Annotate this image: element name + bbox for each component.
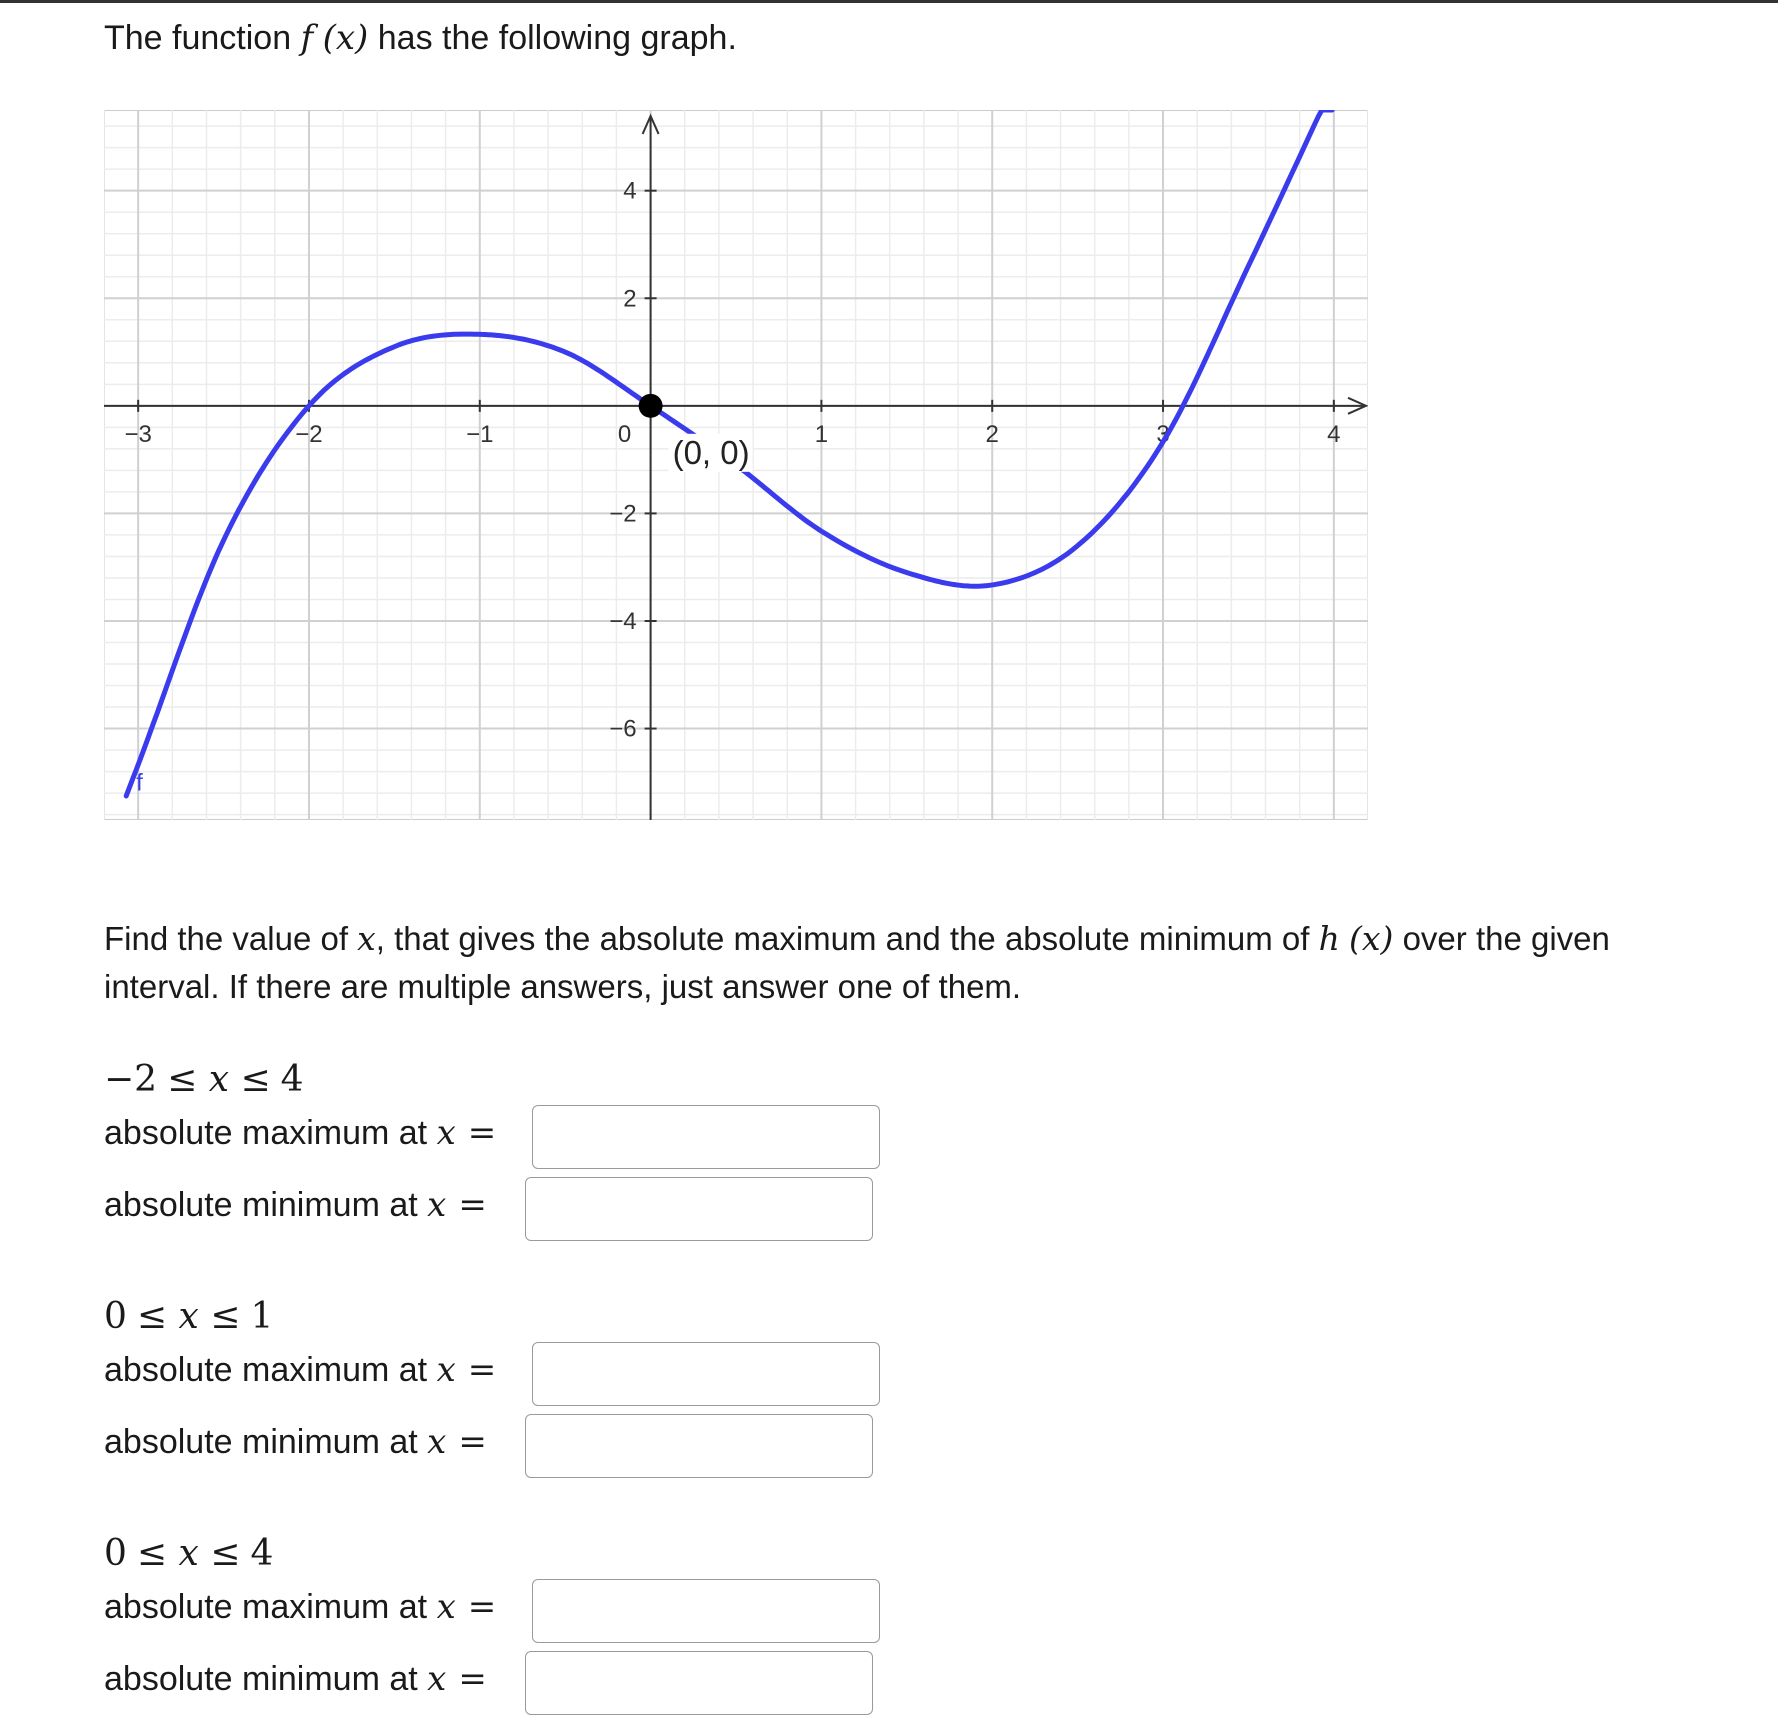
question-part1: Find the value of [104,920,358,957]
problem-prompt [104,18,737,58]
min-label [104,1422,487,1462]
interval-section-2 [104,1290,497,1486]
max-label-var: x [436,1350,456,1390]
interval-section-3 [104,1527,497,1723]
x-tick-label: 2 [985,420,999,448]
max-row [104,1105,497,1177]
max-row [104,1342,497,1414]
prompt-function-name: f [300,18,314,58]
min-label-eq: = [458,1185,487,1225]
absolute-min-input-3[interactable] [525,1651,873,1715]
max-label-text: absolute maximum at [104,1588,437,1626]
max-label-eq: = [467,1350,497,1390]
min-label-var: x [427,1422,447,1462]
highlight-point [639,394,663,418]
x-tick-label: −2 [295,420,323,448]
interval-relation: ≤ x ≤ [167,1059,271,1100]
min-row [104,1651,487,1723]
max-row [104,1579,497,1651]
y-tick-label: −6 [609,715,637,743]
max-label-var: x [436,1587,456,1627]
min-label-text: absolute minimum at [104,1660,428,1698]
function-label: f [136,769,143,797]
absolute-max-input-1[interactable] [532,1105,880,1169]
interval-relation: ≤ x ≤ [136,1533,241,1574]
question-part2: , that gives the absolute maximum and the absolute minimum of [375,920,1319,957]
x-tick-label: −3 [124,420,152,448]
max-label [104,1587,496,1627]
interval-upper: 1 [250,1296,274,1337]
max-label-eq: = [467,1113,497,1153]
x-tick-label: −1 [466,420,494,448]
y-tick-label: 4 [623,177,637,205]
min-label-var: x [427,1659,447,1699]
max-label-var: x [436,1113,456,1153]
interval-label [104,1053,304,1105]
interval-upper: 4 [280,1059,304,1100]
interval-upper: 4 [250,1533,274,1574]
question-var: x [357,919,376,958]
min-label-text: absolute minimum at [104,1186,428,1224]
min-label [104,1659,487,1699]
min-row [104,1414,487,1486]
absolute-min-input-2[interactable] [525,1414,873,1478]
x-tick-label: 3 [1156,420,1170,448]
min-label-text: absolute minimum at [104,1423,428,1461]
max-label-eq: = [467,1587,497,1627]
interval-lower: 0 [104,1533,127,1574]
y-tick-label: −4 [609,607,637,635]
absolute-max-input-3[interactable] [532,1579,880,1643]
function-graph [104,110,1368,820]
min-label-eq: = [458,1659,487,1699]
prompt-function-arg: (x) [322,18,369,58]
y-tick-label: 2 [623,285,637,313]
min-label-eq: = [458,1422,487,1462]
question-text [104,915,1704,1011]
absolute-max-input-2[interactable] [532,1342,880,1406]
interval-lower: 0 [104,1296,127,1337]
point-label: (0, 0) [672,433,750,471]
max-label [104,1350,496,1390]
question-function-arg: (x) [1349,919,1394,958]
interval-label [104,1290,273,1342]
question-part3: over the given interval. If there are multiple answers, just answer one of them. [104,920,1610,1005]
x-tick-label: 4 [1327,420,1341,448]
min-label [104,1185,487,1225]
prompt-text-before: The function [104,19,301,57]
absolute-min-input-1[interactable] [525,1177,873,1241]
x-tick-label: 0 [617,420,632,448]
top-border [0,0,1778,3]
interval-relation: ≤ x ≤ [136,1296,241,1337]
x-tick-label: 1 [814,420,829,448]
interval-lower: −2 [104,1059,158,1100]
question-function-name: h [1318,919,1340,958]
max-label-text: absolute maximum at [104,1351,437,1389]
max-label-text: absolute maximum at [104,1114,437,1152]
y-tick-label: −2 [609,500,637,528]
interval-section-1 [104,1053,497,1249]
interval-label [104,1527,273,1579]
prompt-text-after: has the following graph. [368,19,737,57]
max-label [104,1113,496,1153]
min-row [104,1177,487,1249]
min-label-var: x [427,1185,447,1225]
